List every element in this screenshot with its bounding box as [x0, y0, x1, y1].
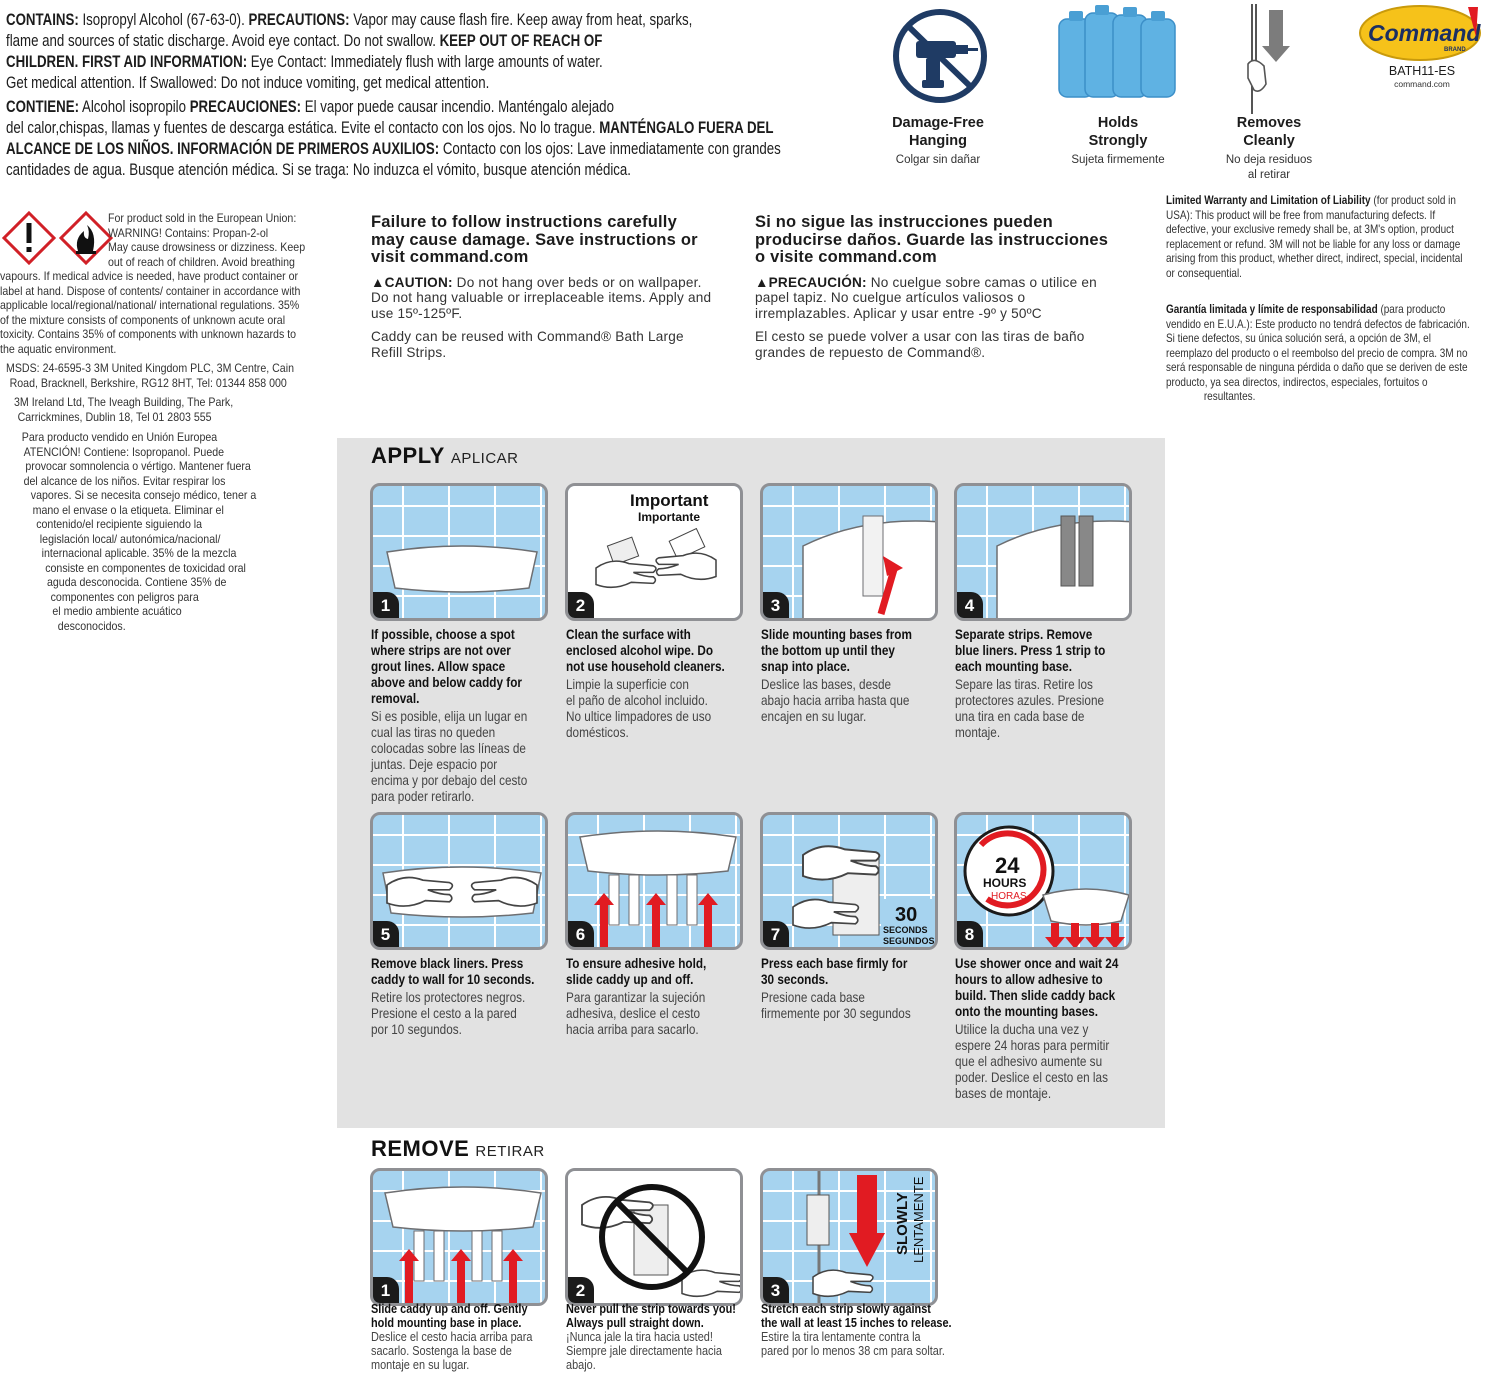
step-text-english: [371, 626, 522, 706]
remove-title: [371, 1136, 545, 1162]
warning-line: [6, 118, 793, 139]
step-line: Si es posible, elija un lugar en: [371, 708, 528, 724]
text-line: label at hand. Dispose of contents/ container in accordance with: [0, 283, 301, 298]
text-line: toxicity. Contains 35% of components with unknown hazards to: [0, 327, 297, 341]
warranty-label: Garantía limitada y límite de responsabilidad: [1166, 303, 1378, 316]
feature-title: Removes: [1236, 115, 1302, 131]
step-line: protectores azules. Presione: [955, 692, 1105, 708]
text-line: Para producto vendido en Unión Europea: [21, 430, 218, 444]
step-line: montaje en su lugar.: [371, 1357, 470, 1372]
step-line: the wall at least 15 inches to release.: [761, 1315, 952, 1330]
text-line: provocar somnolencia o vértigo. Mantener fuera: [25, 459, 251, 473]
bottles-icon: [1053, 5, 1181, 101]
step-line: por 10 segundos.: [371, 1021, 462, 1037]
caution-line: [755, 275, 1155, 291]
step-text-english: [955, 626, 1105, 674]
step-line: domésticos.: [566, 724, 629, 740]
step-line: Separate strips. Remove: [955, 626, 1093, 642]
warning-bold-text: ALCANCE DE LOS NIÑOS. INFORMACIÓN DE PRIMEROS AUXILIOS:: [6, 140, 440, 158]
failure-warning-english: [371, 214, 751, 360]
step-text-english: [371, 955, 534, 987]
step-text-spanish: [371, 989, 525, 1037]
feature-title: Strongly: [1088, 133, 1148, 149]
warranty-line: [1166, 238, 1500, 253]
red-arrow: [1065, 923, 1085, 949]
failure-heading: [371, 214, 751, 267]
text-line: del alcance de los niños. Evitar respirar los: [23, 473, 226, 488]
step-line: Retire los protectores negros.: [371, 989, 526, 1005]
step-line: una tira en cada base de: [955, 708, 1085, 724]
remove-illustration-2: [565, 1168, 743, 1306]
logo-wordmark: Command: [1368, 20, 1481, 46]
warranty-line: [1166, 376, 1500, 391]
warranty-line: [1166, 390, 1500, 405]
warranty-text: producto, ya sea directos, indirectos, especiales, fortuitos o: [1166, 375, 1428, 389]
step-line: No ultice limpadores de uso: [566, 708, 712, 724]
warning-text: Isopropyl Alcohol (67-63-0).: [78, 11, 249, 29]
warranty-line: [1166, 318, 1500, 333]
importante-label: Importante: [638, 510, 701, 524]
warranty-english: [1166, 194, 1500, 281]
msds-info: [6, 361, 294, 390]
warranty-text: vendido en E.U.A.): Este producto no tendrá defectos de fabricación.: [1166, 317, 1470, 331]
caution-line: [755, 306, 1155, 322]
remove-text-english: [761, 1302, 952, 1330]
step-illustration-5: [370, 812, 548, 950]
step-line: Slide mounting bases from: [761, 626, 912, 642]
text-line: Carrickmines, Dublin 18, Tel 01 2803 555: [17, 409, 212, 424]
caution-line: [371, 306, 751, 322]
step-number-badge: 4: [956, 592, 983, 619]
step-line: hours to allow adhesive to: [955, 971, 1103, 987]
text-line: of the mixture consists of components of unknown acute oral: [0, 312, 286, 327]
step-line: que el adhesivo aumente su: [955, 1053, 1103, 1069]
remove-text-english: [566, 1302, 736, 1330]
step-line: Deslice las bases, desde: [761, 676, 892, 692]
step-text-spanish: [566, 676, 711, 740]
step-text-english: [566, 955, 706, 987]
step-line: Never pull the strip towards you!: [566, 1301, 736, 1316]
caution-label: ▲CAUTION:: [371, 274, 453, 290]
text-line: applicable local/regional/national/ international regulations. 35%: [0, 298, 300, 312]
step-line: each mounting base.: [955, 658, 1072, 674]
step-line: onto the mounting bases.: [955, 1003, 1099, 1019]
step-line: Use shower once and wait 24: [955, 955, 1119, 971]
step-illustration-7: [760, 812, 938, 950]
mounting-base: [863, 516, 883, 596]
text-line: For product sold in the European Union:: [108, 211, 297, 225]
warranty-line: [1166, 332, 1500, 347]
mounting-base: [472, 1231, 482, 1281]
text-line: MSDS: 24-6595-3 3M United Kingdom PLC, 3M Centre, Cain: [6, 361, 294, 375]
step-line: el paño de alcohol incluido.: [566, 692, 708, 708]
step-line: para poder retirarlo.: [371, 788, 475, 804]
red-arrow: [646, 893, 666, 947]
step-line: enclosed alcohol wipe. Do: [566, 642, 714, 658]
step-line: abajo.: [566, 1357, 596, 1372]
warranty-line: [1166, 267, 1500, 282]
feature-subtitle: Sujeta firmemente: [1071, 154, 1165, 166]
step-illustration-3: [760, 483, 938, 621]
step-illustration-2: [565, 483, 743, 621]
warranty-text: (para producto: [1377, 303, 1446, 316]
caution-text-line: use 15º-125ºF.: [371, 305, 463, 321]
remove-illustration-1: [370, 1168, 548, 1306]
step-line: cual las tiras no queden: [371, 724, 496, 740]
remove-title-es: RETIRAR: [475, 1143, 545, 1160]
mounting-base: [667, 875, 677, 925]
step-line: firmemente por 30 segundos: [761, 1005, 911, 1021]
text-line: the aquatic environment.: [0, 341, 117, 356]
feature-holds-strongly: [1052, 114, 1184, 168]
step-number-badge: 7: [762, 921, 789, 948]
caution-text-line: papel tapiz. No cuelgue artículos valiosos o: [755, 290, 1026, 305]
command-logo: [1358, 3, 1486, 61]
warnings-english: [6, 10, 793, 94]
step-line: abajo hacia arriba hasta que: [761, 692, 910, 708]
warranty-text: Si tiene defectos, su única solución será, a opción de 3M, el: [1166, 332, 1431, 345]
step-line: encima y por debajo del cesto: [371, 772, 528, 788]
step-line: Slide caddy up and off. Gently: [371, 1301, 528, 1316]
remove-text-english: [371, 1302, 528, 1330]
step-text-english: [955, 955, 1118, 1019]
step-number-badge: 1: [372, 592, 399, 619]
slowly-label: SLOWLY: [894, 1192, 911, 1255]
red-arrow: [451, 1249, 471, 1303]
red-arrow: [1085, 923, 1105, 949]
step-line: Estire la tira lentamente contra la: [761, 1329, 921, 1344]
step-text-spanish: [566, 989, 705, 1037]
text-line: vapores. Si se necesita consejo médico, tener a: [30, 488, 257, 502]
important-label: Important: [630, 491, 709, 510]
step-line: bases de montaje.: [955, 1085, 1052, 1101]
warning-bold-text: CONTIENE:: [6, 98, 80, 116]
text-line: mano el envase o la etiqueta. Eliminar el: [32, 502, 224, 517]
step-line: encajen en su lugar.: [761, 708, 867, 724]
step-line: 30 seconds.: [761, 971, 829, 987]
feature-removes-cleanly: [1203, 114, 1335, 183]
step-line: ¡Nunca jale la tira hacia usted!: [566, 1329, 713, 1344]
step-line: Para garantizar la sujeción: [566, 989, 706, 1005]
caddy-shape: [1043, 889, 1129, 925]
step-line: poder. Deslice el cesto en las: [955, 1069, 1108, 1085]
reuse-line: Refill Strips.: [371, 344, 447, 360]
mounting-base: [609, 875, 619, 925]
eu-warning-spanish: [20, 430, 256, 633]
step-number-badge: 5: [372, 921, 399, 948]
step-line: Clean the surface with: [566, 626, 691, 642]
remove-text-spanish: [566, 1330, 722, 1372]
step-text-spanish: [761, 989, 911, 1021]
warranty-text: arising from this product, whether direct, indirect, special, incidental: [1166, 252, 1463, 265]
warranty-text: será responsable de ninguna pérdida o daño que se deriven de este: [1166, 361, 1468, 374]
warning-text: Vapor may cause flash fire. Keep away from heat, sparks,: [349, 11, 693, 29]
horas-label: HORAS: [991, 891, 1027, 902]
step-line: Remove black liners. Press: [371, 955, 524, 971]
heading-line: Si no sigue las instrucciones pueden: [755, 213, 1053, 231]
step-line: snap into place.: [761, 658, 850, 674]
warranty-line: [1166, 347, 1500, 362]
caution-text-line: No cuelgue sobre camas o utilice en: [866, 274, 1097, 290]
warning-line: [6, 10, 793, 31]
caution-text: [371, 275, 751, 322]
adhesive-strip: [1079, 516, 1093, 586]
step-line: blue liners. Press 1 strip to: [955, 642, 1106, 658]
logo-brand-tag: BRAND: [1444, 47, 1466, 53]
step-illustration-6: [565, 812, 743, 950]
step-illustration-1: [370, 483, 548, 621]
warning-text: Get medical attention. If Swallowed: Do not induce vomiting, get medical attention.: [6, 74, 490, 92]
warranty-text: reemplazo del producto o el reembolso del precio de compra. 3M no: [1166, 346, 1468, 360]
feature-title: Hanging: [909, 133, 967, 149]
reuse-text: [755, 329, 1155, 360]
step-line: colocadas sobre las líneas de: [371, 740, 526, 756]
warning-bold-text: MANTÉNGALO FUERA DEL: [599, 119, 774, 137]
warning-line: [6, 97, 793, 118]
reuse-line: Caddy can be reused with Command® Bath Large: [371, 329, 684, 344]
step-illustration-8: [954, 812, 1132, 950]
step-text-spanish: [761, 676, 909, 724]
step-number-badge: 3: [762, 592, 789, 619]
failure-warning-spanish: [755, 214, 1155, 360]
warning-text: Alcohol isopropilo: [79, 98, 190, 116]
step-text-english: [761, 955, 907, 987]
seconds-number: 30: [895, 904, 918, 926]
caution-text-line: Do not hang valuable or irreplaceable items. Apply and: [371, 290, 712, 305]
text-line: Road, Bracknell, Berkshire, RG12 8HT, Tel: 01344 858 000: [9, 375, 287, 390]
text-line: vapours. If medical advice is needed, have product container or: [0, 269, 299, 283]
red-arrow: [1105, 923, 1125, 949]
feature-subtitle: al retirar: [1247, 169, 1291, 181]
text-line: aguda desconocida. Contiene 35% de: [47, 575, 227, 589]
feature-title: Cleanly: [1243, 133, 1295, 149]
step-line: grout lines. Allow space: [371, 658, 506, 674]
text-line: May cause drowsiness or dizziness. Keep: [108, 240, 306, 254]
step-line: Press each base firmly for: [761, 955, 908, 971]
step-line: caddy to wall for 10 seconds.: [371, 971, 535, 987]
step-line: Always pull straight down.: [566, 1315, 704, 1330]
reuse-text: [371, 329, 751, 360]
apply-title-es: APLICAR: [450, 450, 519, 467]
warning-text: El vapor puede causar incendio. Manténgalo alejado: [301, 98, 614, 116]
step-number-badge: 6: [567, 921, 594, 948]
step-line: Stretch each strip slowly against: [761, 1301, 931, 1316]
step-number-badge: 2: [567, 1277, 594, 1304]
step-line: the bottom up until they: [761, 642, 895, 658]
hours-label: HOURS: [983, 876, 1027, 890]
reuse-line: grandes de repuesto de Command®.: [755, 344, 986, 360]
feature-subtitle: Colgar sin dañar: [895, 154, 981, 166]
warranty-line: [1166, 223, 1500, 238]
warranty-text: resultantes.: [1203, 390, 1256, 403]
caddy-shape: [387, 546, 537, 592]
remove-illustration-3: [760, 1168, 938, 1306]
warning-text: del calor,chispas, llamas y fuentes de descarga estática. Evite el contacto con los ojos. No lo trague.: [6, 119, 600, 137]
step-line: slide caddy up and off.: [566, 971, 694, 987]
step-line: espere 24 horas para permitir: [955, 1037, 1110, 1053]
step-number-badge: 8: [956, 921, 983, 948]
step-line: hacia arriba para sacarlo.: [566, 1021, 699, 1037]
warning-line: [6, 160, 793, 181]
segundos-label: SEGUNDOS: [883, 936, 935, 946]
heading-line: o visite command.com: [755, 248, 937, 266]
feature-subtitle: No deja residuos: [1225, 154, 1313, 166]
step-line: above and below caddy for: [371, 674, 522, 690]
heading-line: visit command.com: [371, 248, 529, 266]
caution-text: [755, 275, 1155, 322]
step-line: Siempre jale directamente hacia: [566, 1343, 723, 1358]
step-line: Deslice el cesto hacia arriba para: [371, 1329, 533, 1344]
apply-title: [371, 443, 519, 469]
red-arrow: [1045, 923, 1065, 949]
mounting-base: [492, 1231, 502, 1281]
mounting-base: [434, 1231, 444, 1281]
warranty-spanish: [1166, 303, 1500, 405]
seconds-label: SECONDS: [883, 925, 928, 935]
warranty-line: [1166, 209, 1500, 224]
warranty-text: (for product sold in: [1370, 194, 1456, 207]
caution-line: [755, 290, 1155, 306]
warning-text: cantidades de agua. Busque atención médica. Si se traga: No induzca el vómito, busque atención médica.: [6, 161, 632, 179]
step-line: Utilice la ducha una vez y: [955, 1021, 1089, 1037]
warning-text: Contacto con los ojos: Lave inmediatamente con grandes: [439, 140, 781, 158]
step-line: juntas. Deje espacio por: [371, 756, 498, 772]
mounting-base: [414, 1231, 424, 1281]
step-text-english: [761, 626, 912, 674]
red-arrow: [698, 893, 718, 947]
heading-line: Failure to follow instructions carefully: [371, 213, 677, 231]
apply-title-en: APPLY: [371, 443, 445, 468]
feature-damage-free: [872, 114, 1004, 168]
step-text-english: [566, 626, 725, 674]
warranty-line: [1166, 361, 1500, 376]
step-line: not use household cleaners.: [566, 658, 725, 674]
step-line: Limpie la superficie con: [566, 676, 689, 692]
product-code: BATH11-ES: [1388, 64, 1456, 78]
warning-bold-text: PRECAUCIONES:: [189, 98, 302, 116]
step-line: pared por lo menos 38 cm para soltar.: [761, 1343, 945, 1358]
warning-bold-text: KEEP OUT OF REACH OF: [439, 32, 603, 50]
website-url: command.com: [1394, 79, 1450, 89]
heading-line: may cause damage. Save instructions or: [371, 230, 698, 249]
caution-line: [371, 275, 751, 291]
warnings-spanish: [6, 97, 793, 181]
warranty-text: replacement or refund. 3M will not be liable for any loss or damage: [1166, 237, 1461, 251]
red-arrow: [857, 1175, 877, 1235]
step-line: removal.: [371, 690, 420, 706]
warranty-label: Limited Warranty and Limitation of Liability: [1166, 194, 1371, 207]
remove-text-spanish: [761, 1330, 945, 1358]
lentamente-label: LENTAMENTE: [911, 1176, 926, 1263]
step-line: Presione el cesto a la pared: [371, 1005, 517, 1021]
warning-text: Eye Contact: Immediately flush with large amounts of water.: [247, 53, 603, 71]
step-text-spanish: [955, 676, 1104, 740]
text-line: out of reach of children. Avoid breathing: [108, 254, 295, 269]
warranty-text: USA): This product will be free from manufacturing defects. If: [1166, 208, 1436, 222]
text-line: internacional aplicable. 35% de la mezcla: [41, 546, 237, 560]
warranty-line: [1166, 252, 1500, 267]
red-arrow: [503, 1249, 523, 1303]
warning-line: [6, 31, 793, 52]
feature-title: Holds: [1097, 115, 1139, 131]
hours-number: 24: [995, 853, 1020, 878]
text-line: WARNING! Contains: Propan-2-ol: [108, 225, 269, 240]
warranty-text: or consequential.: [1166, 266, 1242, 280]
step-line: sacarlo. Sostenga la base de: [371, 1343, 512, 1358]
warning-bold-text: PRECAUTIONS:: [248, 11, 350, 29]
text-line: componentes con peligros para: [50, 589, 199, 604]
pull-strip-icon: [1240, 4, 1304, 114]
step-line: hold mounting base in place.: [371, 1315, 522, 1330]
remove-title-en: REMOVE: [371, 1136, 470, 1161]
step-line: adhesiva, deslice el cesto: [566, 1005, 701, 1021]
step-line: If possible, choose a spot: [371, 626, 515, 642]
warning-bold-text: CONTAINS:: [6, 11, 79, 29]
step-text-spanish: [955, 1021, 1109, 1101]
failure-heading: [755, 214, 1155, 267]
text-line: el medio ambiente acuático: [52, 604, 182, 618]
step-number-badge: 3: [762, 1277, 789, 1304]
step-number-badge: 2: [567, 592, 594, 619]
feature-title: Damage-Free: [892, 115, 984, 131]
caution-line: [371, 290, 751, 306]
caution-text-line: irremplazables. Aplicar y usar entre -9º y 50ºC: [755, 305, 1042, 321]
step-line: Separe las tiras. Retire los: [955, 676, 1093, 692]
step-line: montaje.: [955, 724, 1001, 740]
text-line: desconocidos.: [57, 618, 126, 633]
warranty-line: [1166, 194, 1500, 209]
step-line: To ensure adhesive hold,: [566, 955, 707, 971]
adhesive-strip: [1061, 516, 1075, 586]
step-number-badge: 1: [372, 1277, 399, 1304]
caution-text-line: Do not hang over beds or on wallpaper.: [452, 274, 702, 290]
text-line: ATENCIÓN! Contiene: Isopropanol. Puede: [23, 444, 225, 459]
warning-text: flame and sources of static discharge. Avoid eye contact. Do not swallow.: [6, 32, 440, 50]
heading-line: producirse daños. Guarde las instrucciones: [755, 230, 1109, 249]
text-line: contenido/el recipiente siguiendo la: [36, 517, 203, 531]
mounting-base: [687, 875, 697, 925]
text-line: legislación local/ autonómica/nacional/: [39, 531, 221, 546]
no-drill-icon: [890, 8, 990, 108]
reuse-line: El cesto se puede volver a usar con las tiras de baño: [755, 329, 1085, 344]
warning-bold-text: CHILDREN. FIRST AID INFORMATION:: [6, 53, 248, 71]
step-line: build. Then slide caddy back: [955, 987, 1116, 1003]
warning-line: [6, 73, 793, 94]
remove-text-spanish: [371, 1330, 532, 1372]
step-illustration-4: [954, 483, 1132, 621]
ireland-address: [14, 395, 233, 424]
warning-line: [6, 52, 793, 73]
warranty-line: [1166, 303, 1500, 318]
step-text-spanish: [371, 708, 527, 804]
text-line: 3M Ireland Ltd, The Iveagh Building, The Park,: [14, 395, 234, 409]
caddy-shape: [580, 831, 736, 875]
caution-label: ▲PRECAUCIÓN:: [755, 274, 867, 290]
hand: [813, 1270, 873, 1296]
mounting-base: [807, 1195, 829, 1245]
step-line: where strips are not over: [371, 642, 511, 658]
step-line: Presione cada base: [761, 989, 865, 1005]
warranty-text: defective, your exclusive remedy shall be, at 3M's option, product: [1166, 223, 1454, 236]
eu-warning-english: [0, 211, 305, 356]
text-line: consiste en componentes de toxicidad oral: [45, 560, 246, 575]
caddy-shape: [385, 1187, 541, 1231]
warning-line: [6, 139, 793, 160]
mounting-base: [629, 875, 639, 925]
